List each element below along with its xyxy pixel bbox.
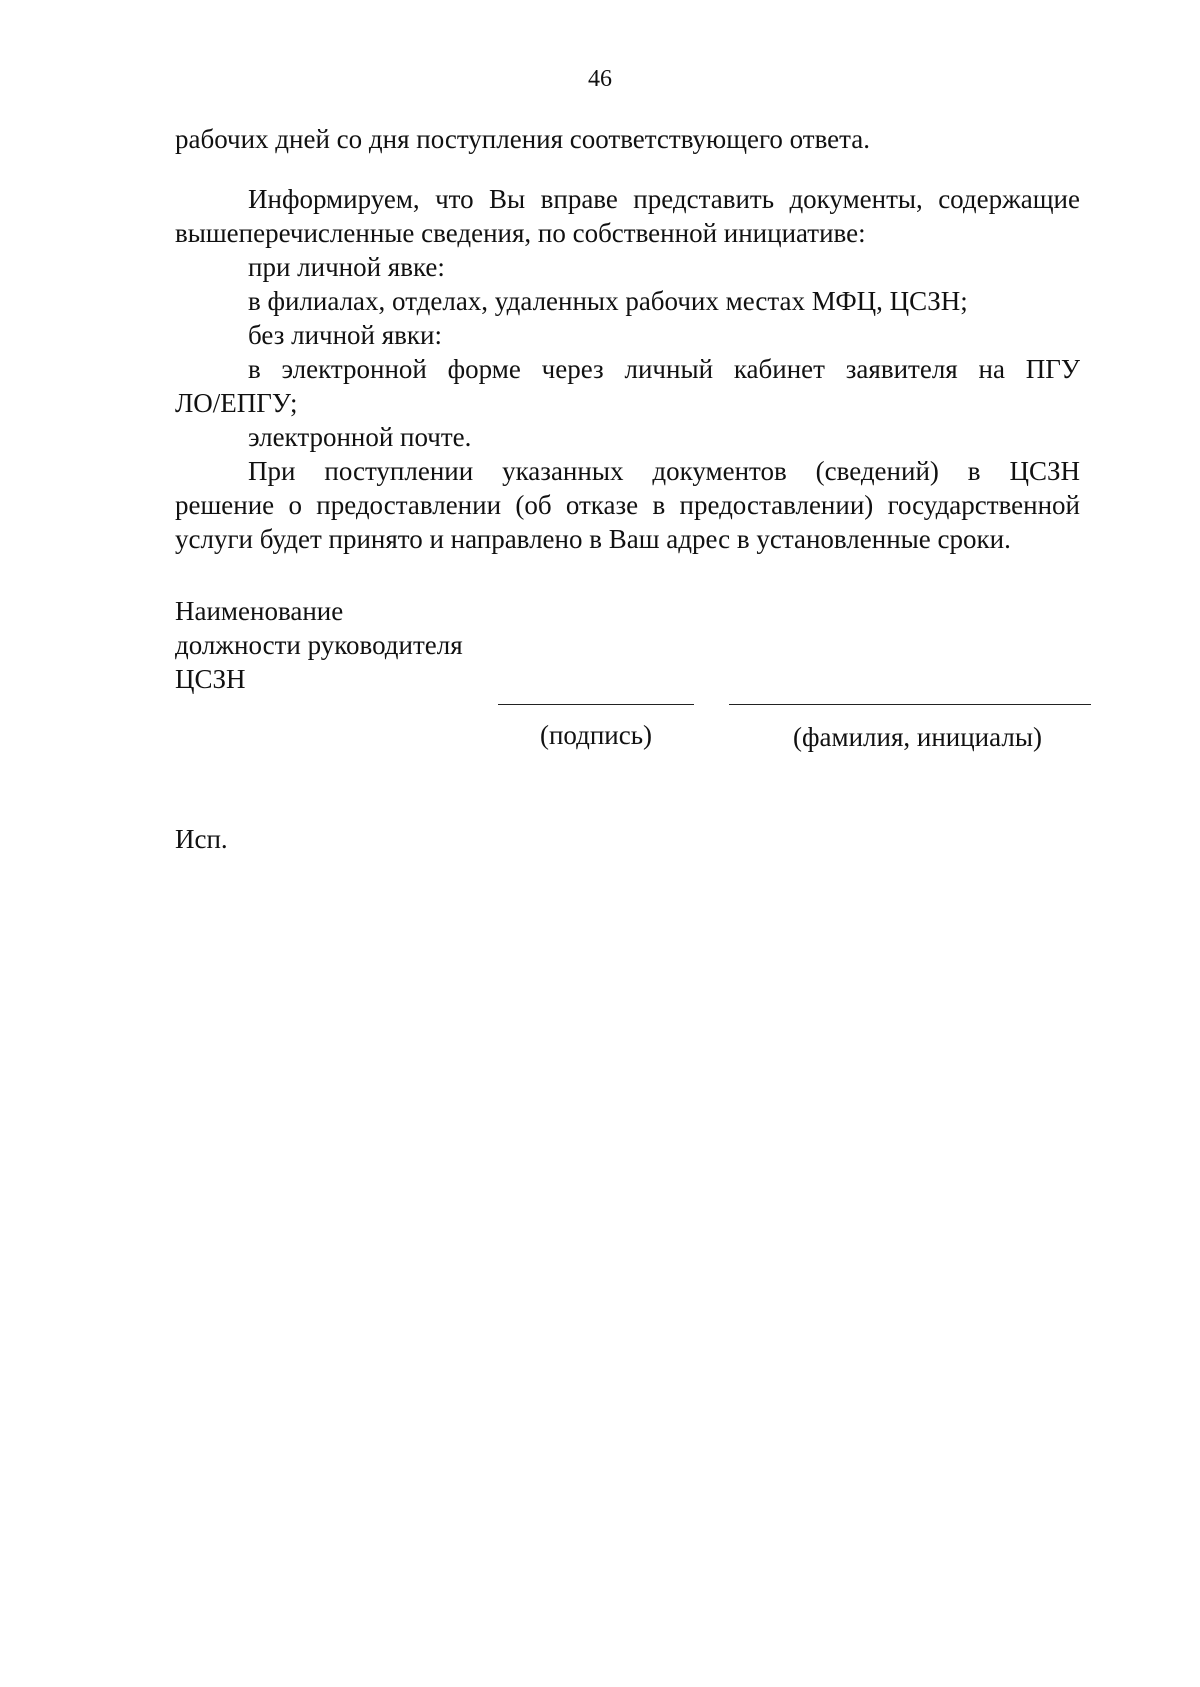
signature-line [498, 704, 694, 705]
name-caption: (фамилия, инициалы) [793, 722, 1042, 752]
text-line: электронной почте. [248, 422, 472, 452]
paragraph-first-line: Информируем, что Вы вправе представить документы, содержащие [248, 184, 1080, 214]
paragraph-first-line: в электронной форме через личный кабинет заявителя на ПГУ [248, 354, 1080, 384]
position-title: должности руководителя [175, 630, 463, 660]
page-number: 46 [588, 66, 612, 92]
text-line: в филиалах, отделах, удаленных рабочих местах МФЦ, ЦСЗН; [248, 286, 968, 316]
text-line: вышеперечисленные сведения, по собственной инициативе: [175, 218, 866, 248]
position-title: ЦСЗН [175, 664, 246, 694]
text-line: при личной явке: [248, 252, 445, 282]
name-line [729, 704, 1091, 705]
paragraph-first-line: При поступлении указанных документов (сведений) в ЦСЗН [248, 456, 1080, 486]
text-line: ЛО/ЕПГУ; [175, 388, 298, 418]
text-line: рабочих дней со дня поступления соответствующего ответа. [175, 124, 870, 154]
text-line: решение о предоставлении (об отказе в предоставлении) государственной [175, 490, 1080, 520]
signature-caption: (подпись) [539, 720, 653, 750]
executor-label: Исп. [175, 824, 228, 854]
position-title: Наименование [175, 596, 344, 626]
text-line: без личной явки: [248, 320, 442, 350]
text-line: услуги будет принято и направлено в Ваш адрес в установленные сроки. [175, 524, 1011, 554]
